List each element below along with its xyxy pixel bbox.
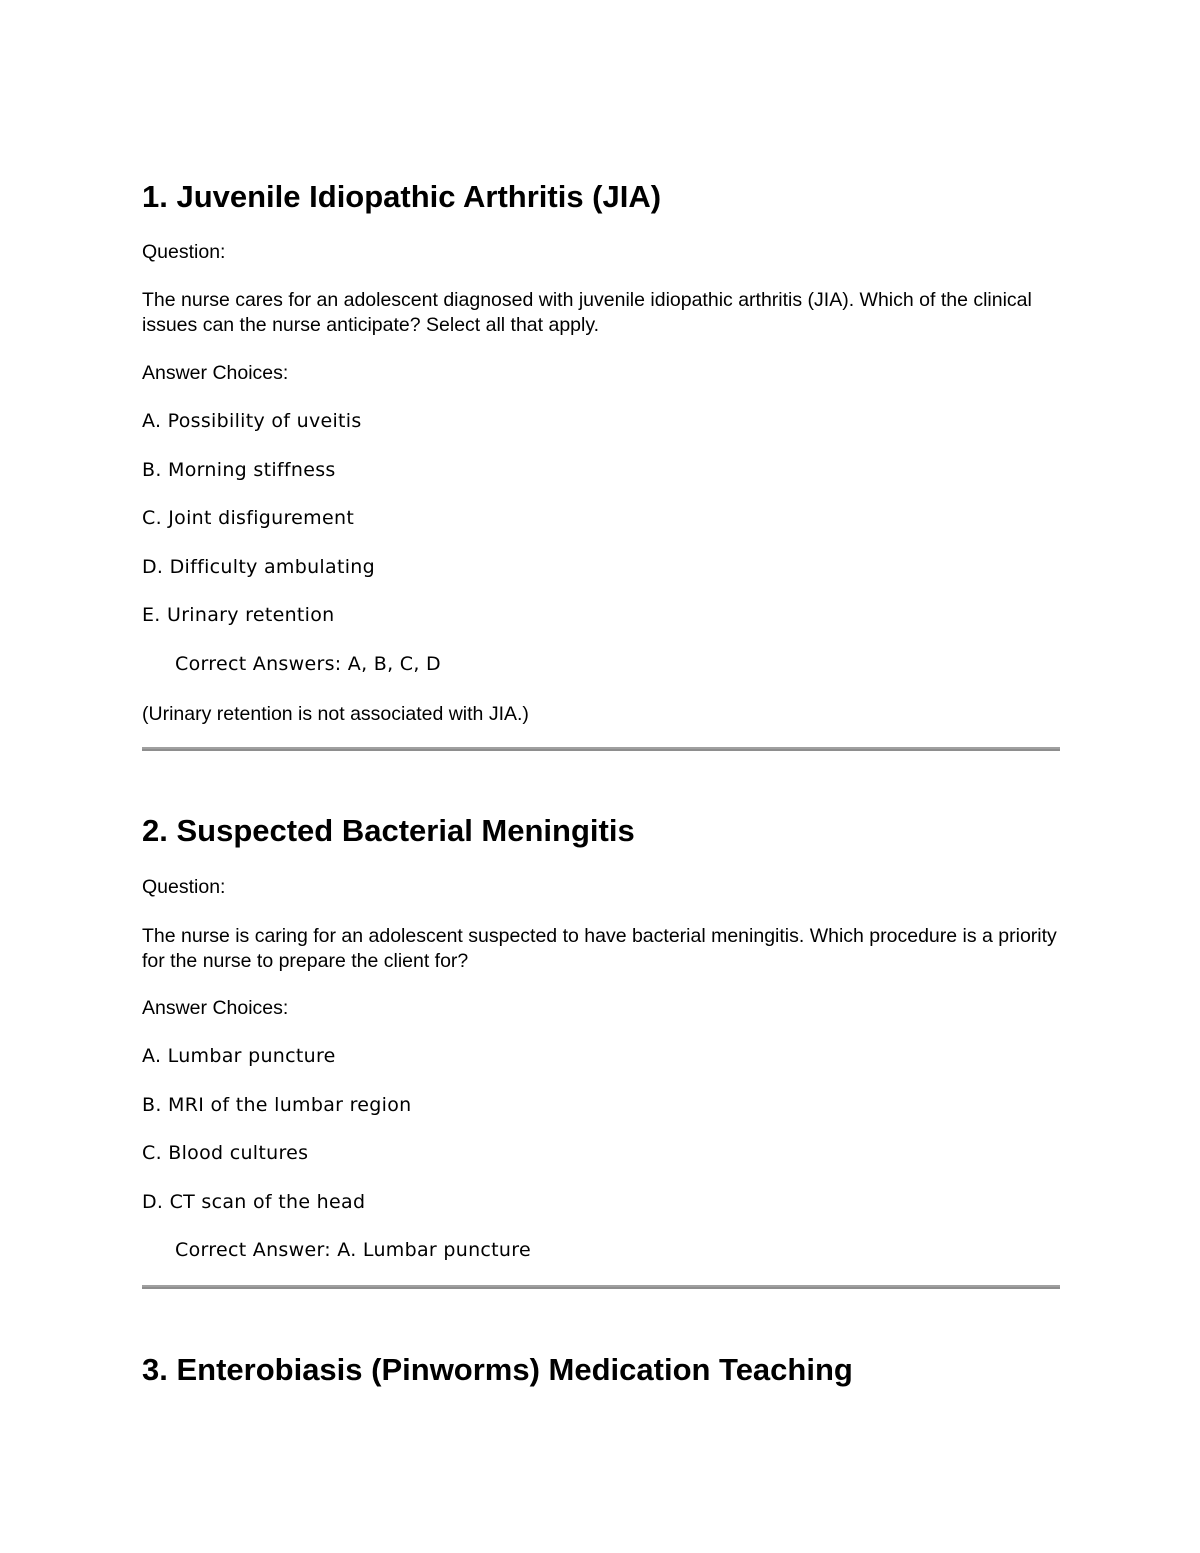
answer-choice: D. Difficulty ambulating bbox=[142, 556, 375, 578]
answer-choice: D. CT scan of the head bbox=[142, 1191, 366, 1213]
answer-choice: B. MRI of the lumbar region bbox=[142, 1094, 412, 1116]
question-label: Question: bbox=[142, 876, 226, 898]
section-title: 1. Juvenile Idiopathic Arthritis (JIA) bbox=[142, 179, 662, 214]
answer-choice: C. Blood cultures bbox=[142, 1142, 309, 1164]
section-divider bbox=[142, 747, 1060, 751]
section-title: 3. Enterobiasis (Pinworms) Medication Teaching bbox=[142, 1352, 853, 1387]
answer-choice: C. Joint disfigurement bbox=[142, 507, 355, 529]
question-text: The nurse cares for an adolescent diagnosed with juvenile idiopathic arthritis (JIA). Which of the clinical issues can the nurse anticipate? Select all that apply. bbox=[142, 289, 1032, 336]
question-label: Question: bbox=[142, 241, 226, 263]
correct-answer: Correct Answer: A. Lumbar puncture bbox=[175, 1239, 531, 1261]
correct-answer: Correct Answers: A, B, C, D bbox=[175, 653, 441, 675]
answer-choice: A. Lumbar puncture bbox=[142, 1045, 336, 1067]
answer-choice: B. Morning stiffness bbox=[142, 459, 336, 481]
answer-choice: E. Urinary retention bbox=[142, 604, 335, 626]
section-divider bbox=[142, 1285, 1060, 1289]
question-text: The nurse is caring for an adolescent suspected to have bacterial meningitis. Which procedure is a priority for the nurse to prepare the client for? bbox=[142, 925, 1057, 972]
choices-label: Answer Choices: bbox=[142, 997, 289, 1019]
answer-note: (Urinary retention is not associated with JIA.) bbox=[142, 703, 529, 725]
choices-label: Answer Choices: bbox=[142, 362, 289, 384]
section-title: 2. Suspected Bacterial Meningitis bbox=[142, 813, 635, 848]
answer-choice: A. Possibility of uveitis bbox=[142, 410, 362, 432]
